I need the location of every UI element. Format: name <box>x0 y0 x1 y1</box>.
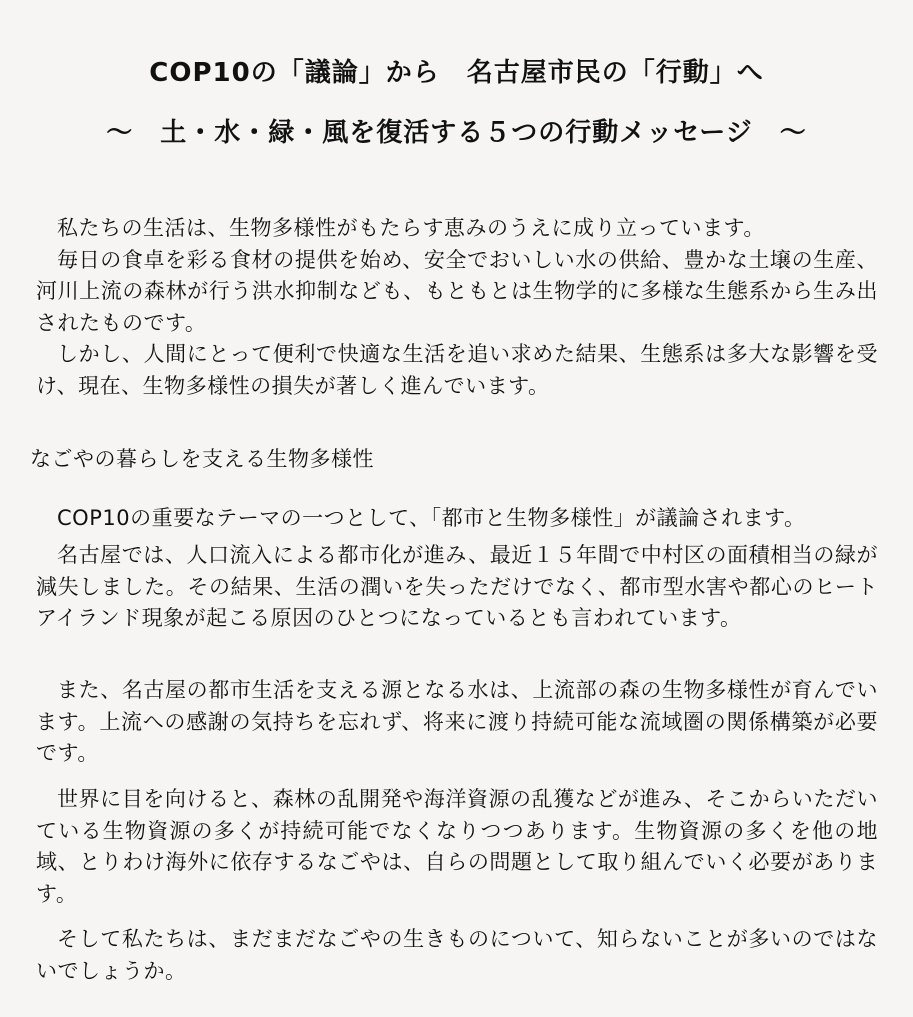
section-paragraph-block <box>36 540 878 635</box>
intro-paragraph: 毎日の食卓を彩る食材の提供を始め、安全でおいしい水の供給、豊かな土壌の生産、河川上流の森林が行う洪水抑制なども、もともとは生物学的に多様な生態系から生み出されたものです。 <box>36 247 878 335</box>
section-paragraph-block <box>36 675 878 770</box>
section-paragraph-block <box>36 503 878 535</box>
document-title: COP10の「議論」から 名古屋市民の「行動」へ <box>149 58 764 88</box>
section-paragraph-block <box>36 924 878 987</box>
section-heading: なごやの暮らしを支える生物多様性 <box>30 447 374 471</box>
section-paragraph: COP10の重要なテーマの一つとして、「都市と生物多様性」が議論されます。 <box>57 506 806 530</box>
intro-paragraph: しかし、人間にとって便利で快適な生活を追い求めた結果、生態系は多大な影響を受け、現在、生物多様性の損失が著しく進んでいます。 <box>36 342 878 398</box>
section-paragraph-block <box>36 784 878 910</box>
section-paragraph: 名古屋では、人口流入による都市化が進み、最近１５年間で中村区の面積相当の緑が減失しました。その結果、生活の潤いを失っただけでなく、都市型水害や都心のヒートアイランド現象が起こる原因のひとつになっているとも言われています。 <box>36 543 878 630</box>
section-paragraph: また、名古屋の都市生活を支える源となる水は、上流部の森の生物多様性が育んでいます。上流への感謝の気持ちを忘れず、将来に渡り持続可能な流域圏の関係構築が必要です。 <box>36 678 878 765</box>
section-paragraph: そして私たちは、まだまだなごやの生きものについて、知らないことが多いのではないでしょうか。 <box>36 927 878 983</box>
section-paragraph: 世界に目を向けると、森林の乱開発や海洋資源の乱獲などが進み、そこからいただいている生物資源の多くが持続可能でなくなりつつあります。生物資源の多くを他の地域、とりわけ海外に依存するなごやは、自らの問題として取り組んでいく必要があります。 <box>36 787 878 906</box>
intro-paragraph: 私たちの生活は、生物多様性がもたらす恵みのうえに成り立っています。 <box>57 216 765 240</box>
intro-section <box>36 213 878 402</box>
document-subtitle: ～ 土・水・緑・風を復活する５つの行動メッセージ ～ <box>106 118 807 148</box>
